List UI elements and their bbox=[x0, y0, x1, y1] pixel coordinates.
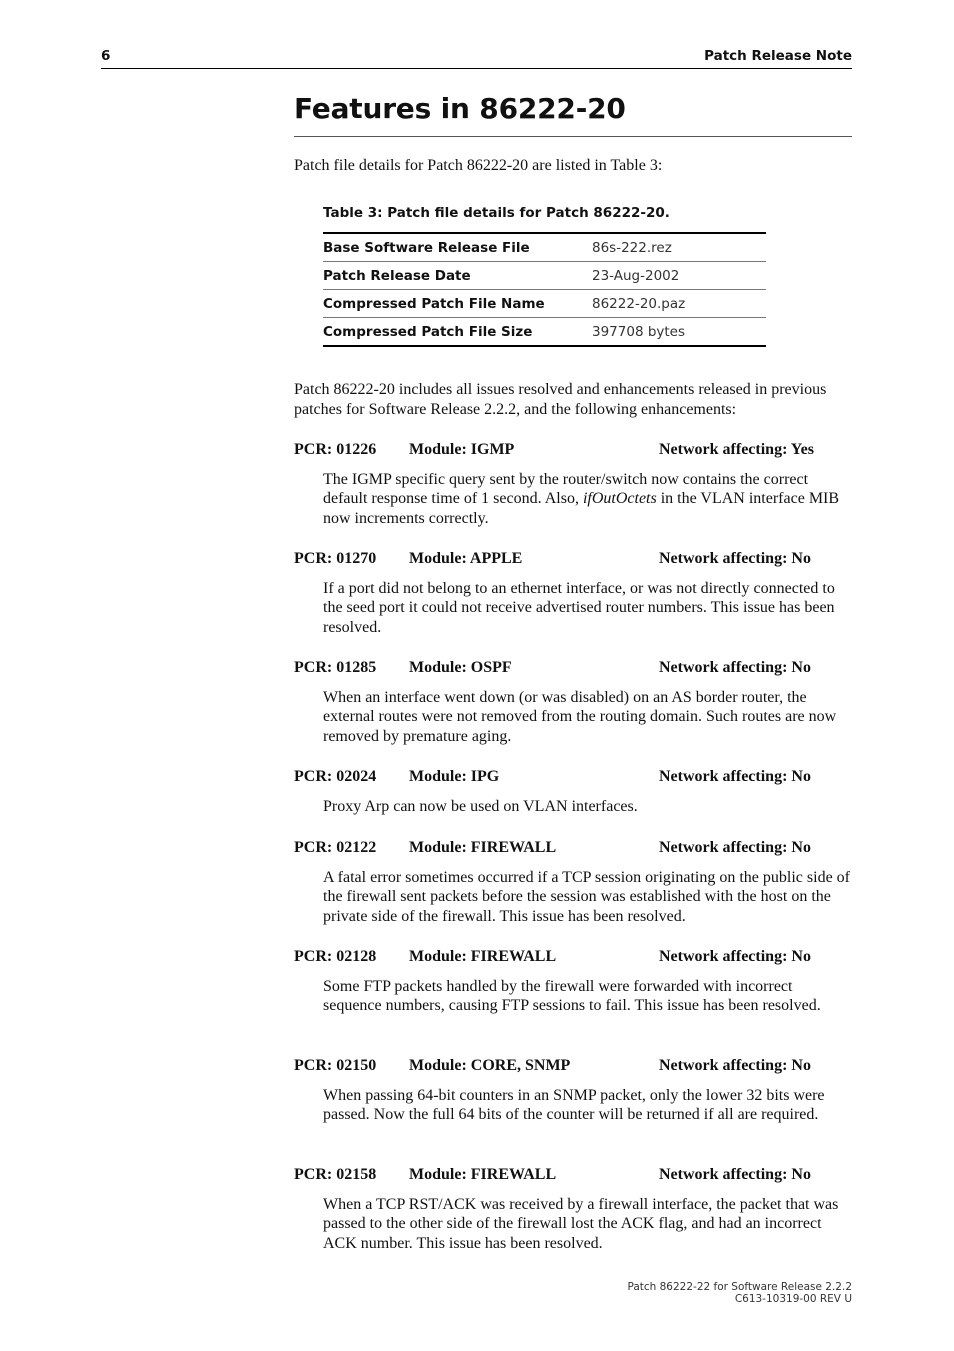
pcr-description-text: The IGMP specific query sent by the router/switch now contains the correct default response time of 1 second. Also, bbox=[323, 471, 809, 508]
table-row bbox=[323, 318, 766, 347]
pcr-number: PCR: 02122 bbox=[294, 839, 377, 856]
pcr-number: PCR: 02128 bbox=[294, 948, 377, 965]
heading-rule bbox=[294, 136, 852, 137]
pcr-module: Module: FIREWALL bbox=[409, 839, 557, 856]
pcr-description: When a TCP RST/ACK was received by a firewall interface, the packet that was passed to the other side of the firewall lost the ACK flag, and had an incorrect ACK number. This issue has been resolved. bbox=[323, 1196, 839, 1252]
mib-object-name: ifOutOctets bbox=[582, 490, 657, 508]
row-label: Compressed Patch File Size bbox=[323, 323, 533, 340]
row-value: 86s-222.rez bbox=[592, 239, 672, 256]
row-label: Patch Release Date bbox=[323, 267, 471, 284]
section-heading: Features in 86222-20 bbox=[294, 92, 626, 125]
pcr-network-affecting: Network affecting: No bbox=[659, 768, 811, 785]
pcr-number: PCR: 01285 bbox=[294, 659, 377, 676]
pcr-heading bbox=[294, 441, 854, 461]
row-value: 86222-20.paz bbox=[592, 295, 686, 312]
pcr-heading bbox=[294, 839, 854, 859]
pcr-module: Module: IGMP bbox=[409, 441, 515, 458]
header-rule bbox=[101, 68, 852, 69]
row-value: 23-Aug-2002 bbox=[592, 267, 680, 284]
intro-paragraph: Patch file details for Patch 86222-20 are listed in Table 3: bbox=[294, 157, 663, 174]
pcr-network-affecting: Network affecting: Yes bbox=[659, 441, 814, 458]
pcr-module: Module: FIREWALL bbox=[409, 948, 557, 965]
footer-patch-line: Patch 86222-22 for Software Release 2.2.2 bbox=[627, 1281, 852, 1293]
pcr-number: PCR: 01270 bbox=[294, 550, 377, 567]
pcr-network-affecting: Network affecting: No bbox=[659, 659, 811, 676]
pcr-heading bbox=[294, 768, 854, 788]
pcr-description: Proxy Arp can now be used on VLAN interfaces. bbox=[323, 798, 638, 815]
footer-doc-id: C613-10319-00 REV U bbox=[734, 1293, 852, 1305]
page-number: 6 bbox=[101, 48, 111, 64]
pcr-number: PCR: 02024 bbox=[294, 768, 377, 785]
pcr-number: PCR: 01226 bbox=[294, 441, 377, 458]
pcr-network-affecting: Network affecting: No bbox=[659, 1057, 811, 1074]
pcr-number: PCR: 02158 bbox=[294, 1166, 377, 1183]
lead-paragraph: Patch 86222-20 includes all issues resolved and enhancements released in previous patches for Software Release 2.2.2, and the following enhancements: bbox=[294, 381, 827, 418]
pcr-description: If a port did not belong to an ethernet interface, or was not directly connected to the seed port it could not receive advertised router numbers. This issue has been resolved. bbox=[323, 580, 835, 636]
table-caption: Table 3: Patch file details for Patch 86222-20. bbox=[323, 205, 670, 221]
pcr-description: When passing 64-bit counters in an SNMP packet, only the lower 32 bits were passed. Now the full 64 bits of the counter will be returned if all are required. bbox=[323, 1087, 825, 1124]
table-row bbox=[323, 233, 766, 262]
pcr-network-affecting: Network affecting: No bbox=[659, 839, 811, 856]
row-label: Base Software Release File bbox=[323, 239, 530, 256]
pcr-module: Module: APPLE bbox=[409, 550, 523, 567]
pcr-description: A fatal error sometimes occurred if a TCP session originating on the public side of the firewall sent packets before the session was established with the host on the private side of the firewall. This issue has been resolved. bbox=[323, 869, 850, 925]
pcr-module: Module: IPG bbox=[409, 768, 500, 785]
pcr-network-affecting: Network affecting: No bbox=[659, 948, 811, 965]
pcr-heading bbox=[294, 550, 854, 570]
pcr-heading bbox=[294, 948, 854, 968]
running-header-title: Patch Release Note bbox=[704, 48, 852, 64]
pcr-module: Module: OSPF bbox=[409, 659, 512, 676]
table-row bbox=[323, 262, 766, 290]
row-label: Compressed Patch File Name bbox=[323, 295, 545, 312]
pcr-number: PCR: 02150 bbox=[294, 1057, 377, 1074]
row-value: 397708 bytes bbox=[592, 323, 686, 340]
pcr-description bbox=[323, 470, 855, 528]
pcr-network-affecting: Network affecting: No bbox=[659, 1166, 811, 1183]
table-row bbox=[323, 290, 766, 318]
pcr-description: Some FTP packets handled by the firewall were forwarded with incorrect sequence numbers, causing FTP sessions to fail. This issue has been resolved. bbox=[323, 978, 821, 1015]
pcr-module: Module: FIREWALL bbox=[409, 1166, 557, 1183]
pcr-network-affecting: Network affecting: No bbox=[659, 550, 811, 567]
pcr-heading bbox=[294, 1057, 854, 1077]
pcr-heading bbox=[294, 1166, 854, 1186]
pcr-heading bbox=[294, 659, 854, 679]
pcr-module: Module: CORE, SNMP bbox=[409, 1057, 571, 1074]
patch-details-table bbox=[323, 232, 766, 347]
pcr-description-text: in the VLAN interface MIB now increments correctly. bbox=[323, 490, 840, 527]
pcr-description: When an interface went down (or was disabled) on an AS border router, the external routes were not removed from the routing domain. Such routes are now removed by premature aging. bbox=[323, 689, 837, 745]
